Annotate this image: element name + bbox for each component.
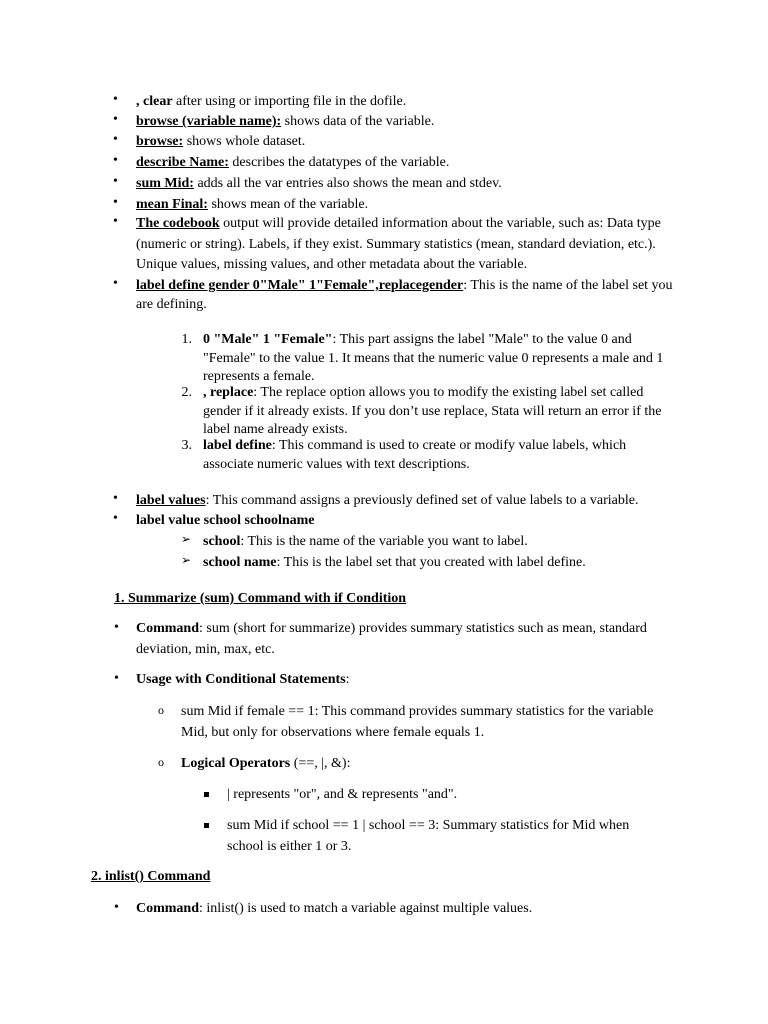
circle-bullet-icon: o	[158, 703, 164, 717]
list-item: sum Mid if school == 1 | school == 3: Summary statistics for Mid when school is either 1 or 3.	[227, 818, 630, 854]
list-item: The codebook output will provide detailed information about the variable, such as: Data type (numeric or string). Labels, if they exist. Summary statistics (mean, standard deviation, etc.). Unique values, missing values, and other metadata about the variable.	[136, 216, 661, 272]
list-item: label values: This command assigns a previously defined set of value labels to a variable.	[136, 493, 639, 508]
list-item: 0 "Male" 1 "Female": This part assigns the label "Male" to the value 0 and "Female" to the value 1. It means that the numeric value 0 represents a male and 1 represents a female.	[203, 332, 664, 384]
square-bullet-icon	[204, 817, 209, 833]
list-item: label value school schoolname	[136, 513, 315, 528]
list-item: , clear after using or importing file in the dofile.	[136, 94, 407, 109]
list-item: school: This is the name of the variable you want to label.	[203, 534, 528, 549]
bullet-dot: •	[113, 276, 118, 291]
square-bullet-icon	[204, 786, 209, 802]
bullet-dot: •	[114, 900, 119, 915]
list-item: sum Mid: adds all the var entries also shows the mean and stdev.	[136, 176, 502, 191]
bullet-dot: •	[113, 112, 118, 127]
list-number: 1.	[181, 332, 192, 347]
list-number: 3.	[181, 438, 192, 453]
list-item: school name: This is the label set that you created with label define.	[203, 555, 586, 570]
bullet-dot: •	[114, 671, 119, 686]
bullet-dot: •	[113, 174, 118, 189]
list-number: 2.	[181, 385, 192, 400]
list-item: mean Final: shows mean of the variable.	[136, 197, 369, 212]
bullet-dot: •	[113, 153, 118, 168]
arrow-bullet-icon: ➢	[181, 532, 192, 546]
bullet-dot: •	[113, 511, 118, 526]
list-item: Command: inlist() is used to match a variable against multiple values.	[136, 901, 533, 916]
list-item: browse (variable name): shows data of the variable.	[136, 114, 435, 129]
bullet-dot: •	[113, 195, 118, 210]
list-item: label define: This command is used to create or modify value labels, which associate numeric values with text descriptions.	[203, 438, 627, 472]
circle-bullet-icon: o	[158, 755, 164, 769]
list-item: browse: shows whole dataset.	[136, 134, 306, 149]
bullet-dot: •	[113, 132, 118, 147]
bullet-dot: •	[114, 620, 119, 635]
list-item: sum Mid if female == 1: This command provides summary statistics for the variable Mid, but only for observations where female equals 1.	[181, 704, 654, 740]
list-item: Command: sum (short for summarize) provides summary statistics such as mean, standard deviation, min, max, etc.	[136, 621, 647, 657]
bullet-dot: •	[113, 214, 118, 229]
list-item: , replace: The replace option allows you to modify the existing label set called gender if it already exists. If you don’t use replace, Stata will return an error if the label name already exists.	[203, 385, 662, 437]
list-item: Logical Operators (==, |, &):	[181, 756, 351, 771]
list-item: label define gender 0"Male" 1"Female",replacegender: This is the name of the label set you are defining.	[136, 278, 673, 312]
section-heading: 2. inlist() Command	[91, 869, 211, 884]
list-item: describe Name: describes the datatypes of the variable.	[136, 155, 450, 170]
bullet-dot: •	[113, 491, 118, 506]
arrow-bullet-icon: ➢	[181, 553, 192, 567]
list-item: | represents "or", and & represents "and".	[227, 787, 458, 802]
bullet-dot: •	[113, 92, 118, 107]
section-heading: 1. Summarize (sum) Command with if Condition	[114, 591, 407, 606]
list-item: Usage with Conditional Statements:	[136, 672, 350, 687]
